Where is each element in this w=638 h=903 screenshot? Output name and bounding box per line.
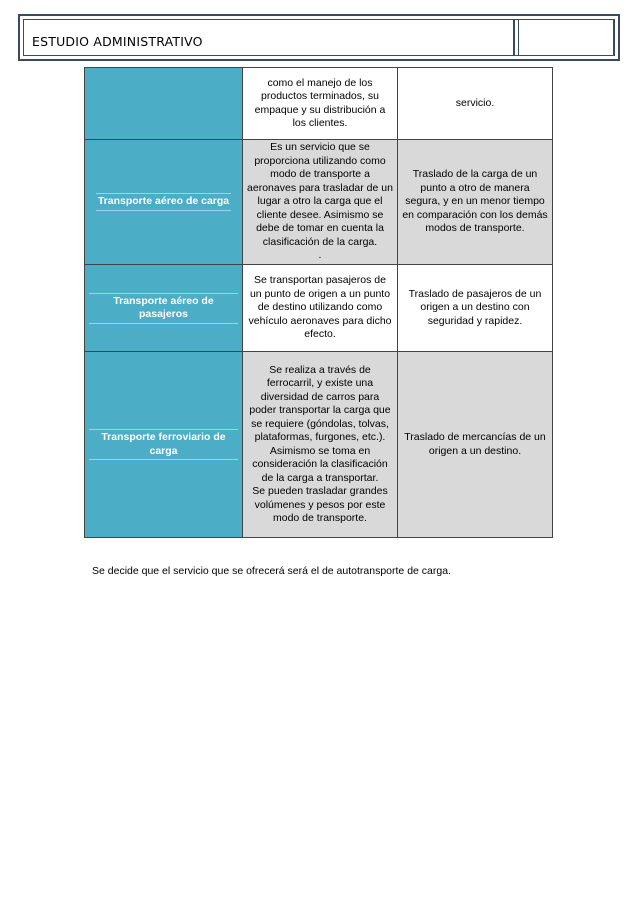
table-row	[85, 352, 553, 538]
description-text-2: Asimismo se toma en consideración la clasificación de la carga a transportar.	[252, 444, 388, 484]
footnote-text: Se decide que el servicio que se ofrecerá será el de autotransporte de carga.	[92, 565, 451, 577]
table-row	[85, 140, 553, 265]
mode-cell	[85, 265, 243, 352]
header-title: ESTUDIO ADMINISTRATIVO	[32, 34, 203, 49]
mode-label: Transporte aéreo de carga	[96, 193, 231, 211]
description-cell	[243, 140, 398, 265]
benefit-cell	[398, 140, 553, 265]
description-text: Se transportan pasajeros de un punto de origen a un punto de destino utilizando como vehículo aeronaves para dicho efecto.	[248, 274, 392, 341]
benefit-cell	[398, 265, 553, 352]
benefit-cell	[398, 68, 553, 140]
benefit-text: Traslado de pasajeros de un origen a un destino con seguridad y rapidez.	[408, 287, 542, 327]
header-separator	[513, 19, 515, 56]
description-text-3: Se pueden trasladar grandes volúmenes y pesos por este modo de transporte.	[252, 485, 388, 524]
description-text: como el manejo de los productos terminados, su empaque y su distribución a los clientes.	[254, 76, 386, 129]
benefit-text: Traslado de mercancías de un origen a un destino.	[404, 431, 546, 457]
description-cell	[243, 352, 398, 538]
mode-label: Transporte ferroviario de carga	[89, 429, 238, 460]
table-row	[85, 265, 553, 352]
table-row	[85, 68, 553, 140]
benefit-cell	[398, 352, 553, 538]
mode-cell	[85, 352, 243, 538]
benefit-text: servicio.	[455, 96, 495, 109]
header-page-box	[518, 19, 614, 56]
mode-cell	[85, 68, 243, 140]
page-header	[18, 14, 620, 61]
description-text: Es un servicio que se proporciona utilizando como modo de transporte a aeronaves para trasladar de un lugar a otro la carga que el cliente desee. Asimismo se debe de tomar en cuenta la clasificación de la carga.	[247, 141, 393, 248]
mode-cell	[85, 140, 243, 265]
description-tail: .	[318, 249, 322, 262]
benefit-text: Traslado de la carga de un punto a otro de manera segura, y en un menor tiempo en comparación con los demás modos de transporte.	[402, 168, 548, 235]
mode-label: Transporte aéreo de pasajeros	[89, 293, 238, 324]
description-cell	[243, 68, 398, 140]
transport-table	[84, 67, 553, 538]
description-text: Se realiza a través de ferrocarril, y existe una diversidad de carros para poder transportar la carga que se requiere (góndolas, tolvas, plataformas, furgones, etc.).	[249, 363, 391, 443]
description-cell	[243, 265, 398, 352]
